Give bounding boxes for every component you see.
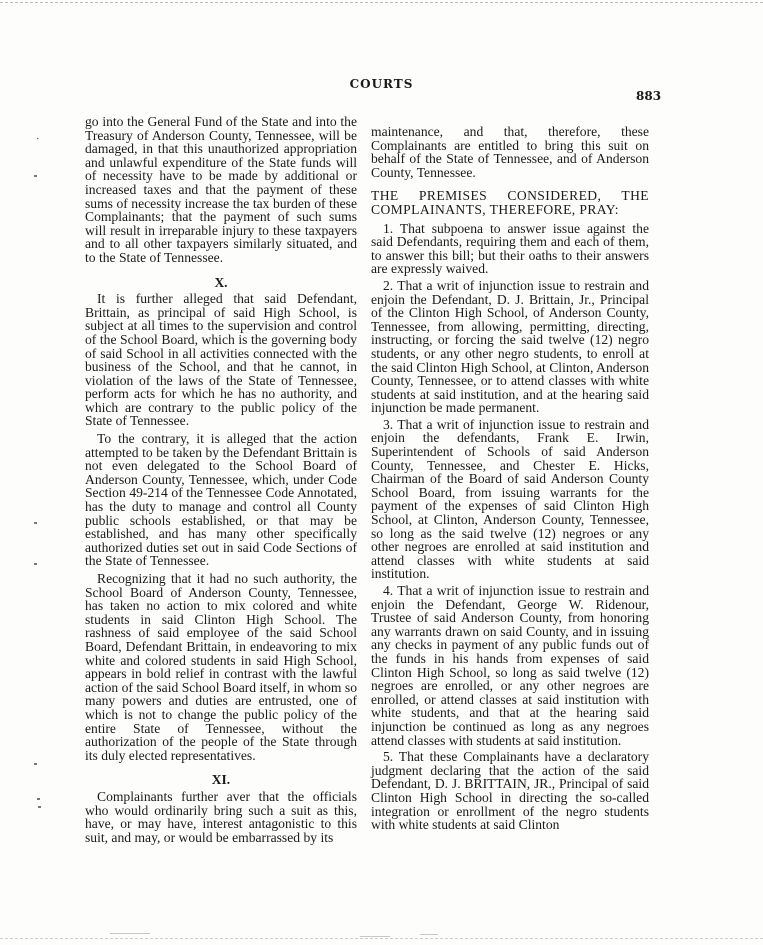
paragraph: go into the General Fund of the State and into the Treasury of Anderson County, Tennessee, will be damaged, in that this unauthorized appropriation and unlawful expenditure of the State funds will of necessity have to be made by additional or increased taxes and that the payment of these sums of necessity increase the tax burden of these Complainants; that the payment of such sums will result in irreparable injury to these taxpayers and to all other taxpayers similarly situated, and to the State of Tennessee. xyxy=(85,114,357,265)
scan-artifact xyxy=(360,936,390,937)
page-number: 883 xyxy=(636,89,662,103)
prayer-item: 3. That a writ of injunction issue to restrain and enjoin the defendants, Frank E. Irwin, Superintendent of Schools of said Anderson County, Tennessee, and Chester E. Hicks, Chairman of the Board of said Anderson County School Board, from issuing warrants for the payment of the expenses of said Clinton High School, at Clinton, Anderson County, Tennessee, so long as the said twelve (12) negroes or any other negroes are enrolled at said institution and attend classes with white students at said institution. xyxy=(371,416,649,582)
prayer-item: 4. That a writ of injunction issue to restrain and enjoin the Defendant, George W. Ridenour, Trustee of said Anderson County, from honoring any warrants drawn on said County, and in issuing any checks in payment of any public funds out of the funds in his hands from expenses of said Clinton High School, so long as said twelve (12) negroes are enrolled, or any other negroes are enrolled, or attend classes at said institution with white students, and that at the hearing said injunction be continued as long as any negroes attend classes with students at said institution. xyxy=(371,583,649,748)
prayer-item: 1. That subpoena to answer issue against the said Defendants, requiring them and each of them, to answer this bill; but their oaths to their answers are expressly waived. xyxy=(371,220,649,277)
margin-mark xyxy=(34,563,37,565)
running-head: COURTS xyxy=(349,77,414,91)
prayer-item: 2. That a writ of injunction issue to restrain and enjoin the Defendant, D. J. Brittain, Jr., Principal of the Clinton High School, of Anderson County, Tennessee, from allowing, permitting, directing, instructing, or forcing the said twelve (12) negro students, or any other negro students, to enroll at the said Clinton High School, at Clinton, Anderson County, Tennessee, or to attend classes with white students at said institution, and at the hearing said injunction be made permanent. xyxy=(371,277,649,416)
paragraph: It is further alleged that said Defendant, Brittain, as principal of said High School, is subject at all times to the supervision and control of the School Board, which is the governing body of said School in all activities connected with the business of the School, and that he cannot, in violation of the laws of the State of Tennessee, perform acts for which he has no authority, and which are contrary to the public policy of the State of Tennessee. xyxy=(85,291,357,429)
margin-mark xyxy=(34,522,37,524)
margin-mark xyxy=(37,798,40,800)
scan-top-edge xyxy=(0,2,763,3)
section-heading-xi: XI. xyxy=(211,772,231,788)
paragraph: Complainants further aver that the officials who would ordinarily bring such a suit as this, have, or may have, interest antagonistic to this suit, and may, or would be embarrassed by its xyxy=(85,788,357,845)
prayer-heading: THE PREMISES CONSIDERED, THE COMPLAINANTS, THEREFORE, PRAY: xyxy=(371,188,649,217)
margin-mark xyxy=(38,806,41,808)
margin-mark xyxy=(34,175,37,177)
section-heading-x: X. xyxy=(214,274,228,290)
scan-bottom-edge xyxy=(0,938,763,939)
right-column xyxy=(371,125,649,832)
margin-mark xyxy=(34,763,37,765)
left-column xyxy=(85,115,357,844)
paragraph: maintenance, and that, therefore, these Complainants are entitled to bring this suit on behalf of the State of Tennessee, and of Anderson County, Tennessee. xyxy=(371,124,649,180)
scan-artifact xyxy=(420,934,438,935)
paragraph: To the contrary, it is alleged that the action attempted to be taken by the Defendant Brittain is not even delegated to the School Board of Anderson County, Tennessee, which, under Code Section 49-214 of the Tennessee Code Annotated, has the duty to manage and control all County public schools established, or that may be established, and has many other specifically authorized duties set out in said Code Sections of the State of Tennessee. xyxy=(85,431,357,569)
prayer-item: 5. That these Complainants have a declaratory judgment declaring that the action of the said Defendant, D. J. BRITTAIN, JR., Principal of said Clinton High School in directing the so-called integration or enrollment of the negro students with white students at said Clinton xyxy=(371,749,649,833)
margin-mark: ⠂ xyxy=(36,135,42,144)
paragraph: Recognizing that it had no such authority, the School Board of Anderson County, Tennessee, has taken no action to mix colored and white students in said Clinton High School. The rashness of said employee of the said School Board, Defendant Brittain, in endeavoring to mix white and colored students in said High School, appears in bold relief in contrast with the lawful action of the said School Board itself, in whom so many powers and duties are entrusted, one of which is not to change the public policy of the entire State of Tennessee, without the authorization of the people of the State through its duly elected representatives. xyxy=(85,571,357,763)
scan-artifact xyxy=(110,933,150,934)
